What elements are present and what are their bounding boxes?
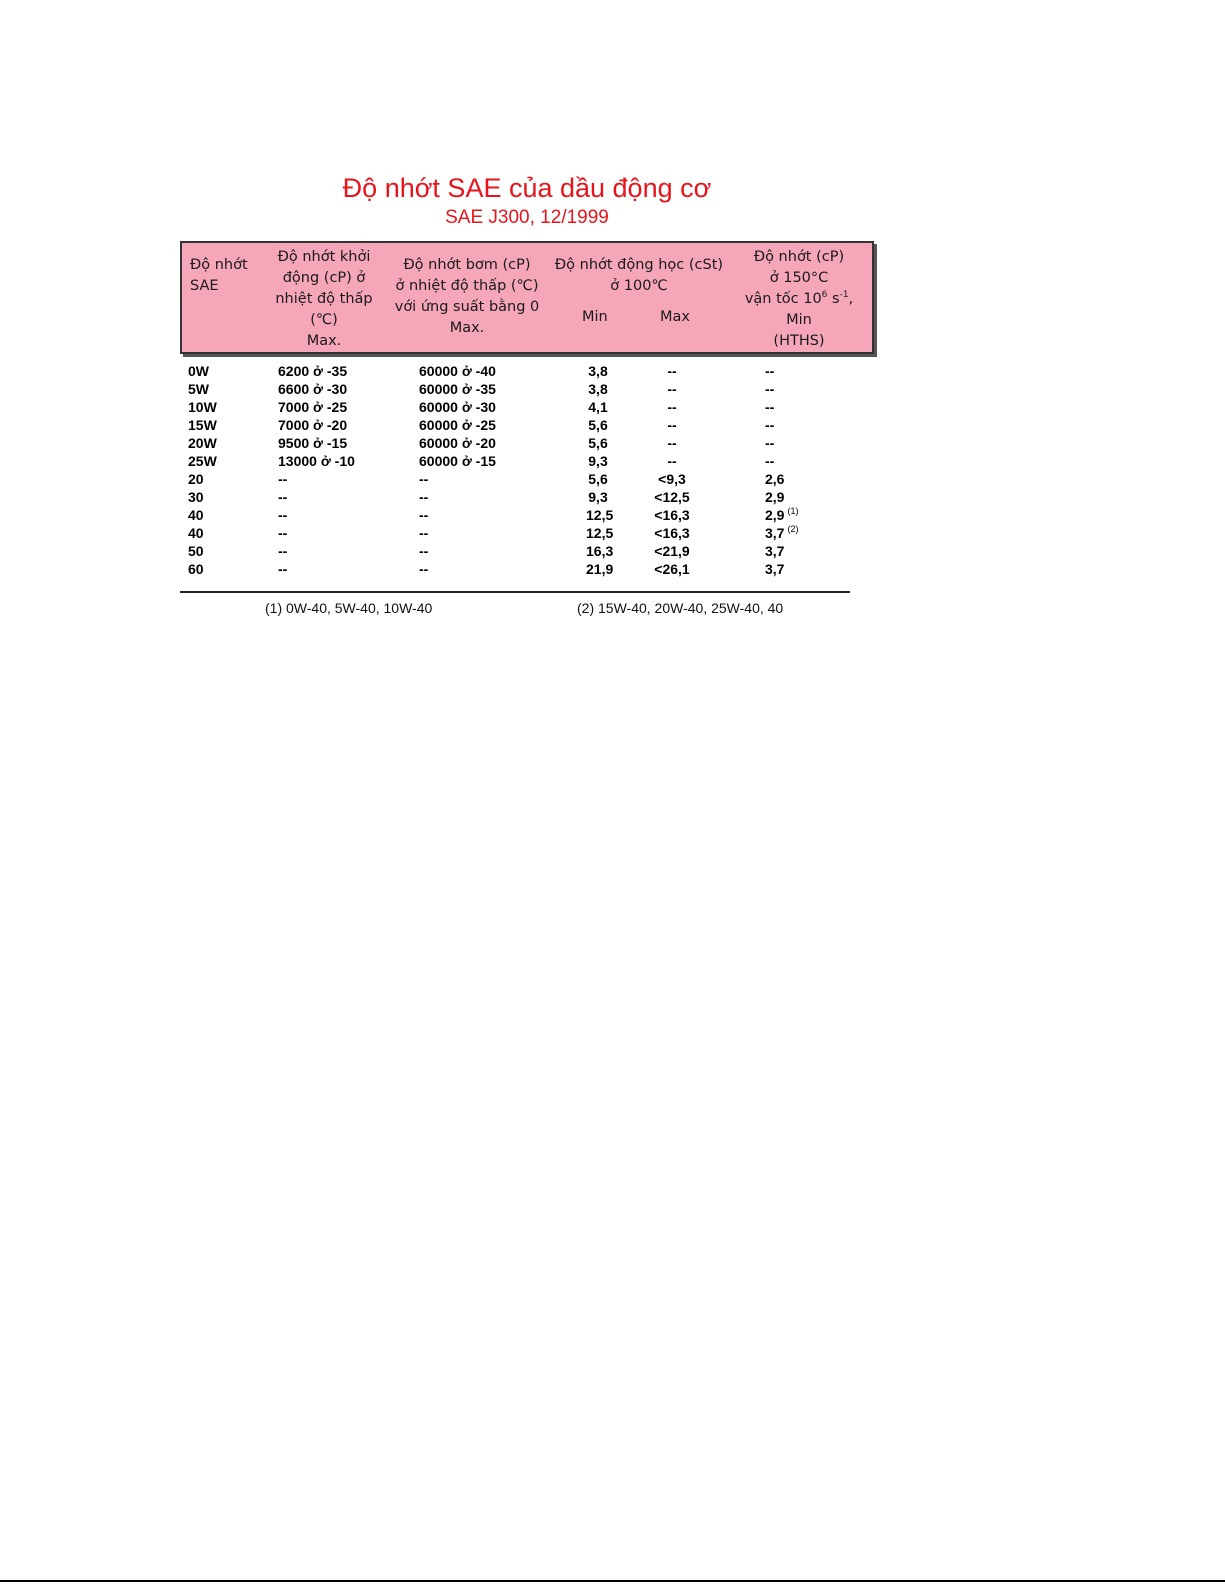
- header-text: vận tốc 10: [744, 291, 822, 307]
- kinematic-max-cell: <21,9: [654, 543, 690, 559]
- cranking-cell: --: [278, 525, 288, 541]
- header-line: ở 150°C: [769, 270, 829, 286]
- header-text: ,: [848, 291, 854, 307]
- cranking-cell: 7000 ở -20: [278, 417, 348, 433]
- hths-value: --: [765, 363, 775, 379]
- header-line: ở 100℃: [610, 278, 668, 294]
- header-sae-grade: [190, 255, 248, 297]
- sae-grade-cell: 0W: [188, 363, 209, 379]
- kinematic-min-cell: 5,6: [588, 417, 608, 433]
- hths-value: 3,7: [765, 525, 785, 541]
- kinematic-max-cell: --: [667, 363, 677, 379]
- hths-value: 2,9: [765, 489, 785, 505]
- hths-cell: [765, 488, 817, 506]
- table-bottom-rule: [180, 591, 850, 593]
- kinematic-min-cell: 21,9: [586, 561, 614, 577]
- hths-cell: [765, 398, 817, 416]
- pumping-cell: --: [419, 489, 429, 505]
- table-header: [180, 241, 874, 354]
- hths-value: 3,7: [765, 543, 785, 559]
- table-row: [180, 452, 870, 470]
- kinematic-max-cell: <9,3: [658, 471, 686, 487]
- pumping-cell: --: [419, 543, 429, 559]
- kinematic-min-cell: 16,3: [586, 543, 614, 559]
- footnote-1: (1) 0W-40, 5W-40, 10W-40: [265, 600, 433, 616]
- hths-cell: [765, 362, 817, 380]
- table-row: [180, 434, 870, 452]
- kinematic-min-cell: 12,5: [586, 507, 614, 523]
- kinematic-max-cell: --: [667, 417, 677, 433]
- pumping-cell: 60000 ở -40: [419, 363, 496, 379]
- pumping-cell: 60000 ở -15: [419, 453, 496, 469]
- kinematic-max-cell: --: [667, 381, 677, 397]
- sae-grade-cell: 50: [188, 543, 204, 559]
- footnote-2: (2) 15W-40, 20W-40, 25W-40, 40: [577, 600, 784, 616]
- cranking-cell: --: [278, 507, 288, 523]
- header-line: Độ nhớt bơm (cP): [403, 257, 531, 273]
- pumping-cell: --: [419, 507, 429, 523]
- hths-cell: [765, 380, 817, 398]
- table-row: [180, 506, 870, 524]
- header-line: (HTHS): [773, 333, 825, 349]
- table-row: [180, 470, 870, 488]
- hths-value: --: [765, 435, 775, 451]
- pumping-cell: --: [419, 471, 429, 487]
- header-line: (℃): [310, 312, 338, 328]
- kinematic-min-cell: 3,8: [588, 363, 608, 379]
- footnote-marker: (2): [787, 524, 799, 535]
- table-row: [180, 362, 870, 380]
- header-line: nhiệt độ thấp: [275, 291, 373, 307]
- hths-cell: [765, 416, 817, 434]
- header-cranking-viscosity: [264, 247, 384, 352]
- table-row: [180, 542, 870, 560]
- header-line: Độ nhớt: [190, 257, 248, 273]
- table-subtitle: SAE J300, 12/1999: [445, 207, 609, 228]
- hths-value: --: [765, 453, 775, 469]
- pumping-cell: 60000 ở -20: [419, 435, 496, 451]
- kinematic-min-cell: 12,5: [586, 525, 614, 541]
- pumping-cell: 60000 ở -30: [419, 399, 496, 415]
- header-line: SAE: [190, 278, 219, 294]
- kinematic-max-cell: <12,5: [654, 489, 690, 505]
- header-line: Max.: [449, 320, 485, 336]
- header-kinematic-max: Max: [660, 309, 690, 325]
- table-row: [180, 380, 870, 398]
- header-line: với ứng suất bằng 0: [394, 299, 540, 315]
- header-pumping-viscosity: [387, 255, 547, 339]
- kinematic-min-cell: 3,8: [588, 381, 608, 397]
- cranking-cell: 6600 ở -30: [278, 381, 348, 397]
- hths-value: --: [765, 417, 775, 433]
- table-body: [180, 362, 870, 578]
- cranking-cell: 6200 ở -35: [278, 363, 348, 379]
- cranking-cell: --: [278, 471, 288, 487]
- header-kinematic-min: Min: [582, 309, 608, 325]
- header-line: Độ nhớt khởi: [277, 249, 371, 265]
- header-line: động (cP) ở: [282, 270, 366, 286]
- header-line: Độ nhớt (cP): [753, 249, 845, 265]
- kinematic-max-cell: <16,3: [654, 507, 690, 523]
- hths-value: 3,7: [765, 561, 785, 577]
- footnote-marker: (1): [787, 506, 799, 517]
- page-border-bottom: [0, 1580, 1225, 1582]
- hths-cell: [765, 434, 817, 452]
- hths-cell: [765, 560, 817, 578]
- header-hths-viscosity: [734, 247, 864, 352]
- hths-value: --: [765, 399, 775, 415]
- pumping-cell: --: [419, 525, 429, 541]
- kinematic-min-cell: 5,6: [588, 435, 608, 451]
- kinematic-min-cell: 9,3: [588, 453, 608, 469]
- header-line: Min: [786, 312, 812, 328]
- hths-cell: [765, 470, 817, 488]
- table-title: Độ nhớt SAE của dầu động cơ: [342, 173, 712, 203]
- sae-grade-cell: 60: [188, 561, 204, 577]
- sae-grade-cell: 40: [188, 525, 204, 541]
- table-row: [180, 560, 870, 578]
- kinematic-min-cell: 9,3: [588, 489, 608, 505]
- sae-grade-cell: 30: [188, 489, 204, 505]
- superscript: 6: [821, 290, 828, 301]
- hths-cell: [765, 506, 817, 524]
- sae-grade-cell: 15W: [188, 417, 217, 433]
- sae-grade-cell: 10W: [188, 399, 217, 415]
- hths-cell: [765, 542, 817, 560]
- hths-value: 2,9: [765, 507, 785, 523]
- hths-cell: [765, 524, 817, 542]
- pumping-cell: 60000 ở -35: [419, 381, 496, 397]
- kinematic-max-cell: --: [667, 453, 677, 469]
- header-line: ở nhiệt độ thấp (℃): [395, 278, 539, 294]
- header-line: Max.: [306, 333, 342, 349]
- hths-value: --: [765, 381, 775, 397]
- hths-cell: [765, 452, 817, 470]
- cranking-cell: --: [278, 543, 288, 559]
- header-line: [734, 289, 864, 310]
- superscript: -1: [839, 290, 849, 301]
- sae-grade-cell: 25W: [188, 453, 217, 469]
- header-kinematic-viscosity: [550, 255, 728, 297]
- cranking-cell: 7000 ở -25: [278, 399, 348, 415]
- kinematic-max-cell: <26,1: [654, 561, 690, 577]
- cranking-cell: 13000 ở -10: [278, 453, 355, 469]
- kinematic-max-cell: <16,3: [654, 525, 690, 541]
- hths-value: 2,6: [765, 471, 785, 487]
- kinematic-min-cell: 5,6: [588, 471, 608, 487]
- header-line: Độ nhớt động học (cSt): [554, 257, 724, 273]
- sae-grade-cell: 20W: [188, 435, 217, 451]
- pumping-cell: --: [419, 561, 429, 577]
- sae-grade-cell: 40: [188, 507, 204, 523]
- sae-grade-cell: 5W: [188, 381, 209, 397]
- kinematic-min-cell: 4,1: [588, 399, 608, 415]
- cranking-cell: --: [278, 489, 288, 505]
- table-row: [180, 524, 870, 542]
- sae-grade-cell: 20: [188, 471, 204, 487]
- table-row: [180, 398, 870, 416]
- cranking-cell: --: [278, 561, 288, 577]
- cranking-cell: 9500 ở -15: [278, 435, 348, 451]
- kinematic-max-cell: --: [667, 435, 677, 451]
- table-row: [180, 416, 870, 434]
- table-row: [180, 488, 870, 506]
- kinematic-max-cell: --: [667, 399, 677, 415]
- pumping-cell: 60000 ở -25: [419, 417, 496, 433]
- header-text: s: [827, 291, 840, 307]
